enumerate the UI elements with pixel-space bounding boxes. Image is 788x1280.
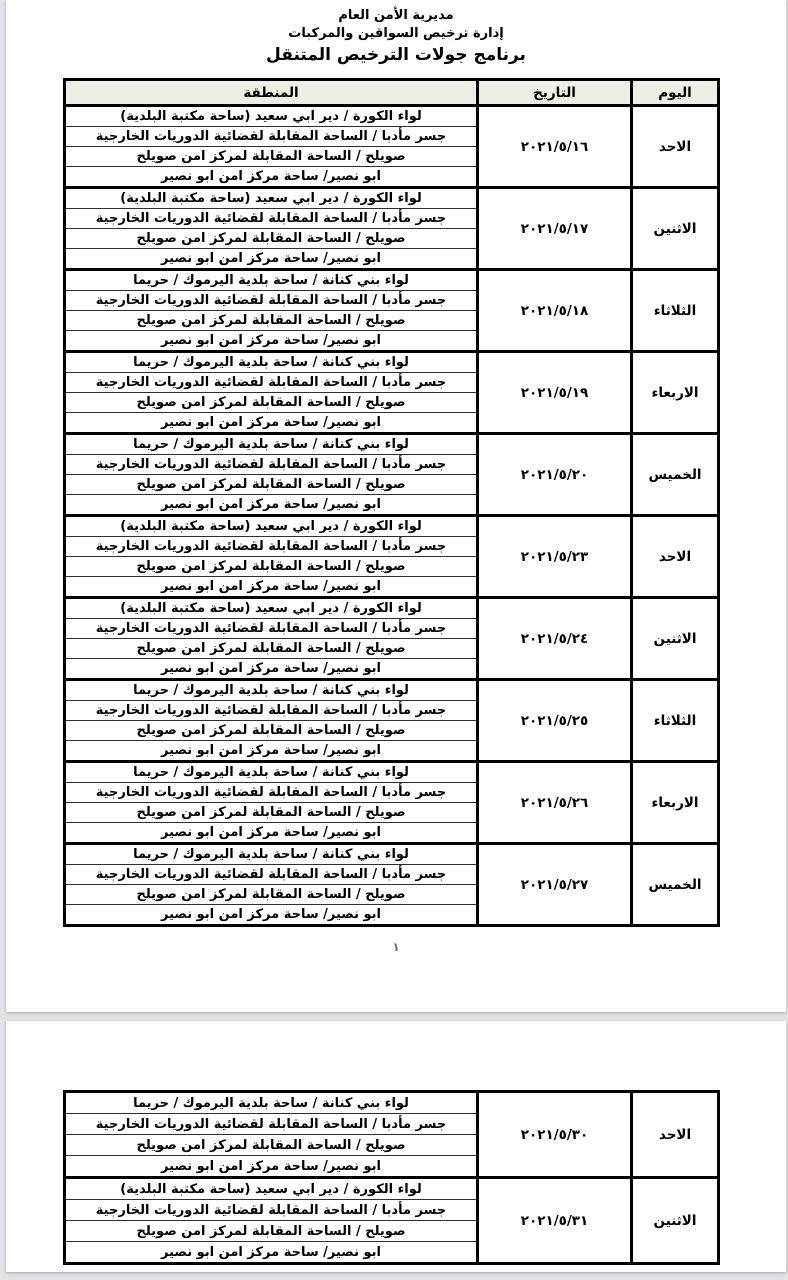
schedule-row — [66, 514, 717, 596]
location-line: ابو نصير/ ساحة مركز امن ابو نصير — [66, 166, 476, 186]
location-line: لواء الكورة / دير ابي سعيد (ساحة مكتبة البلدية) — [120, 601, 422, 616]
day-cell: الاحد — [630, 107, 717, 186]
agency-name: مديرية الأمن العام — [338, 8, 454, 23]
region-cell — [66, 435, 476, 514]
region-cell — [66, 845, 476, 924]
date-cell: ٢٠٢١/٥/١٨ — [476, 271, 630, 350]
location-line: جسر مأدبا / الساحة المقابلة لقضائية الدوريات الخارجية — [66, 1199, 476, 1220]
day-cell: الاحد — [630, 1093, 717, 1176]
day-cell: الثلاثاء — [630, 271, 717, 350]
date-cell: ٢٠٢١/٥/٢٦ — [476, 763, 630, 842]
location-line: ابو نصير/ ساحة مركز امن ابو نصير — [66, 248, 476, 268]
schedule-row — [66, 104, 717, 186]
day-cell: الخميس — [630, 845, 717, 924]
region-cell — [66, 681, 476, 760]
location-line: جسر مأدبا / الساحة المقابلة لقضائية الدوريات الخارجية — [66, 618, 476, 638]
location-line: صويلح / الساحة المقابلة لمركز امن صويلح — [66, 310, 476, 330]
document-header — [6, 0, 786, 66]
region-cell — [66, 763, 476, 842]
location-line: لواء الكورة / دير ابي سعيد (ساحة مكتبة البلدية) — [120, 109, 422, 124]
region-cell — [66, 271, 476, 350]
day-cell: الاثنين — [630, 189, 717, 268]
location-line: ابو نصير/ ساحة مركز امن ابو نصير — [66, 740, 476, 760]
region-cell — [66, 517, 476, 596]
day-cell: الاثنين — [630, 599, 717, 678]
location-line: صويلح / الساحة المقابلة لمركز امن صويلح — [66, 1134, 476, 1155]
location-line: ابو نصير/ ساحة مركز امن ابو نصير — [66, 1241, 476, 1262]
location-line: جسر مأدبا / الساحة المقابلة لقضائية الدوريات الخارجية — [66, 700, 476, 720]
location-line: لواء بني كنانة / ساحة بلدية اليرموك / حريما — [133, 847, 409, 862]
schedule-row — [66, 1176, 717, 1262]
schedule-row — [66, 350, 717, 432]
day-cell: الاربعاء — [630, 763, 717, 842]
location-line: لواء بني كنانة / ساحة بلدية اليرموك / حريما — [133, 355, 409, 370]
location-line: لواء الكورة / دير ابي سعيد (ساحة مكتبة البلدية) — [120, 519, 422, 534]
location-line: جسر مأدبا / الساحة المقابلة لقضائية الدوريات الخارجية — [66, 372, 476, 392]
location-line: جسر مأدبا / الساحة المقابلة لقضائية الدوريات الخارجية — [66, 1113, 476, 1134]
location-line: ابو نصير/ ساحة مركز امن ابو نصير — [66, 658, 476, 678]
region-cell — [66, 1179, 476, 1262]
location-line: لواء بني كنانة / ساحة بلدية اليرموك / حريما — [133, 437, 409, 452]
location-line: جسر مأدبا / الساحة المقابلة لقضائية الدوريات الخارجية — [66, 782, 476, 802]
location-line: لواء بني كنانة / ساحة بلدية اليرموك / حريما — [133, 765, 409, 780]
location-line: صويلح / الساحة المقابلة لمركز امن صويلح — [66, 884, 476, 904]
location-line: لواء الكورة / دير ابي سعيد (ساحة مكتبة البلدية) — [120, 191, 422, 206]
region-cell — [66, 1093, 476, 1176]
page-1 — [6, 0, 786, 1012]
department-name: إدارة ترخيص السواقين والمركبات — [288, 26, 504, 41]
page-number: ١ — [392, 940, 400, 954]
location-line: صويلح / الساحة المقابلة لمركز امن صويلح — [66, 1220, 476, 1241]
day-cell: الاثنين — [630, 1179, 717, 1262]
date-cell: ٢٠٢١/٥/١٧ — [476, 189, 630, 268]
column-header-date: التاريخ — [476, 81, 630, 104]
schedule-row — [66, 1093, 717, 1176]
date-cell: ٢٠٢١/٥/٢٣ — [476, 517, 630, 596]
location-line: ابو نصير/ ساحة مركز امن ابو نصير — [66, 1155, 476, 1176]
location-line: جسر مأدبا / الساحة المقابلة لقضائية الدوريات الخارجية — [66, 290, 476, 310]
schedule-row — [66, 760, 717, 842]
date-cell: ٢٠٢١/٥/٣١ — [476, 1179, 630, 1262]
location-line: جسر مأدبا / الساحة المقابلة لقضائية الدوريات الخارجية — [66, 208, 476, 228]
location-line: صويلح / الساحة المقابلة لمركز امن صويلح — [66, 228, 476, 248]
location-line: ابو نصير/ ساحة مركز امن ابو نصير — [66, 330, 476, 350]
location-line: جسر مأدبا / الساحة المقابلة لقضائية الدوريات الخارجية — [66, 536, 476, 556]
location-line: ابو نصير/ ساحة مركز امن ابو نصير — [66, 576, 476, 596]
day-cell: الثلاثاء — [630, 681, 717, 760]
location-line: ابو نصير/ ساحة مركز امن ابو نصير — [66, 904, 476, 924]
location-line: صويلح / الساحة المقابلة لمركز امن صويلح — [66, 802, 476, 822]
schedule-row — [66, 678, 717, 760]
schedule-table-page-1 — [63, 78, 720, 927]
date-cell: ٢٠٢١/٥/٢٠ — [476, 435, 630, 514]
day-cell: الاحد — [630, 517, 717, 596]
day-cell: الخميس — [630, 435, 717, 514]
location-line: جسر مأدبا / الساحة المقابلة لقضائية الدوريات الخارجية — [66, 864, 476, 884]
date-cell: ٢٠٢١/٥/١٦ — [476, 107, 630, 186]
date-cell: ٢٠٢١/٥/٢٥ — [476, 681, 630, 760]
column-header-region: المنطقة — [66, 81, 476, 104]
location-line: لواء بني كنانة / ساحة بلدية اليرموك / حريما — [133, 273, 409, 288]
date-cell: ٢٠٢١/٥/٣٠ — [476, 1093, 630, 1176]
location-line: ابو نصير/ ساحة مركز امن ابو نصير — [66, 822, 476, 842]
location-line: صويلح / الساحة المقابلة لمركز امن صويلح — [66, 720, 476, 740]
region-cell — [66, 189, 476, 268]
location-line: لواء الكورة / دير ابي سعيد (ساحة مكتبة البلدية) — [120, 1181, 422, 1197]
schedule-row — [66, 596, 717, 678]
location-line: ابو نصير/ ساحة مركز امن ابو نصير — [66, 412, 476, 432]
schedule-row — [66, 186, 717, 268]
region-cell — [66, 107, 476, 186]
location-line: لواء بني كنانة / ساحة بلدية اليرموك / حريما — [133, 683, 409, 698]
location-line: صويلح / الساحة المقابلة لمركز امن صويلح — [66, 146, 476, 166]
date-cell: ٢٠٢١/٥/١٩ — [476, 353, 630, 432]
date-cell: ٢٠٢١/٥/٢٤ — [476, 599, 630, 678]
day-cell: الاربعاء — [630, 353, 717, 432]
location-line: صويلح / الساحة المقابلة لمركز امن صويلح — [66, 638, 476, 658]
table-header-row — [66, 81, 717, 104]
region-cell — [66, 353, 476, 432]
location-line: جسر مأدبا / الساحة المقابلة لقضائية الدوريات الخارجية — [66, 454, 476, 474]
schedule-table-page-2 — [63, 1090, 720, 1265]
region-cell — [66, 599, 476, 678]
column-header-day: اليوم — [630, 81, 717, 104]
location-line: صويلح / الساحة المقابلة لمركز امن صويلح — [66, 392, 476, 412]
location-line: ابو نصير/ ساحة مركز امن ابو نصير — [66, 494, 476, 514]
location-line: صويلح / الساحة المقابلة لمركز امن صويلح — [66, 474, 476, 494]
location-line: صويلح / الساحة المقابلة لمركز امن صويلح — [66, 556, 476, 576]
location-line: جسر مأدبا / الساحة المقابلة لقضائية الدوريات الخارجية — [66, 126, 476, 146]
document-title: برنامج جولات الترخيص المتنقل — [266, 45, 526, 65]
date-cell: ٢٠٢١/٥/٢٧ — [476, 845, 630, 924]
page-2 — [6, 1021, 786, 1272]
schedule-row — [66, 432, 717, 514]
schedule-row — [66, 268, 717, 350]
schedule-row — [66, 842, 717, 924]
location-line: لواء بني كنانة / ساحة بلدية اليرموك / حريما — [133, 1095, 409, 1111]
